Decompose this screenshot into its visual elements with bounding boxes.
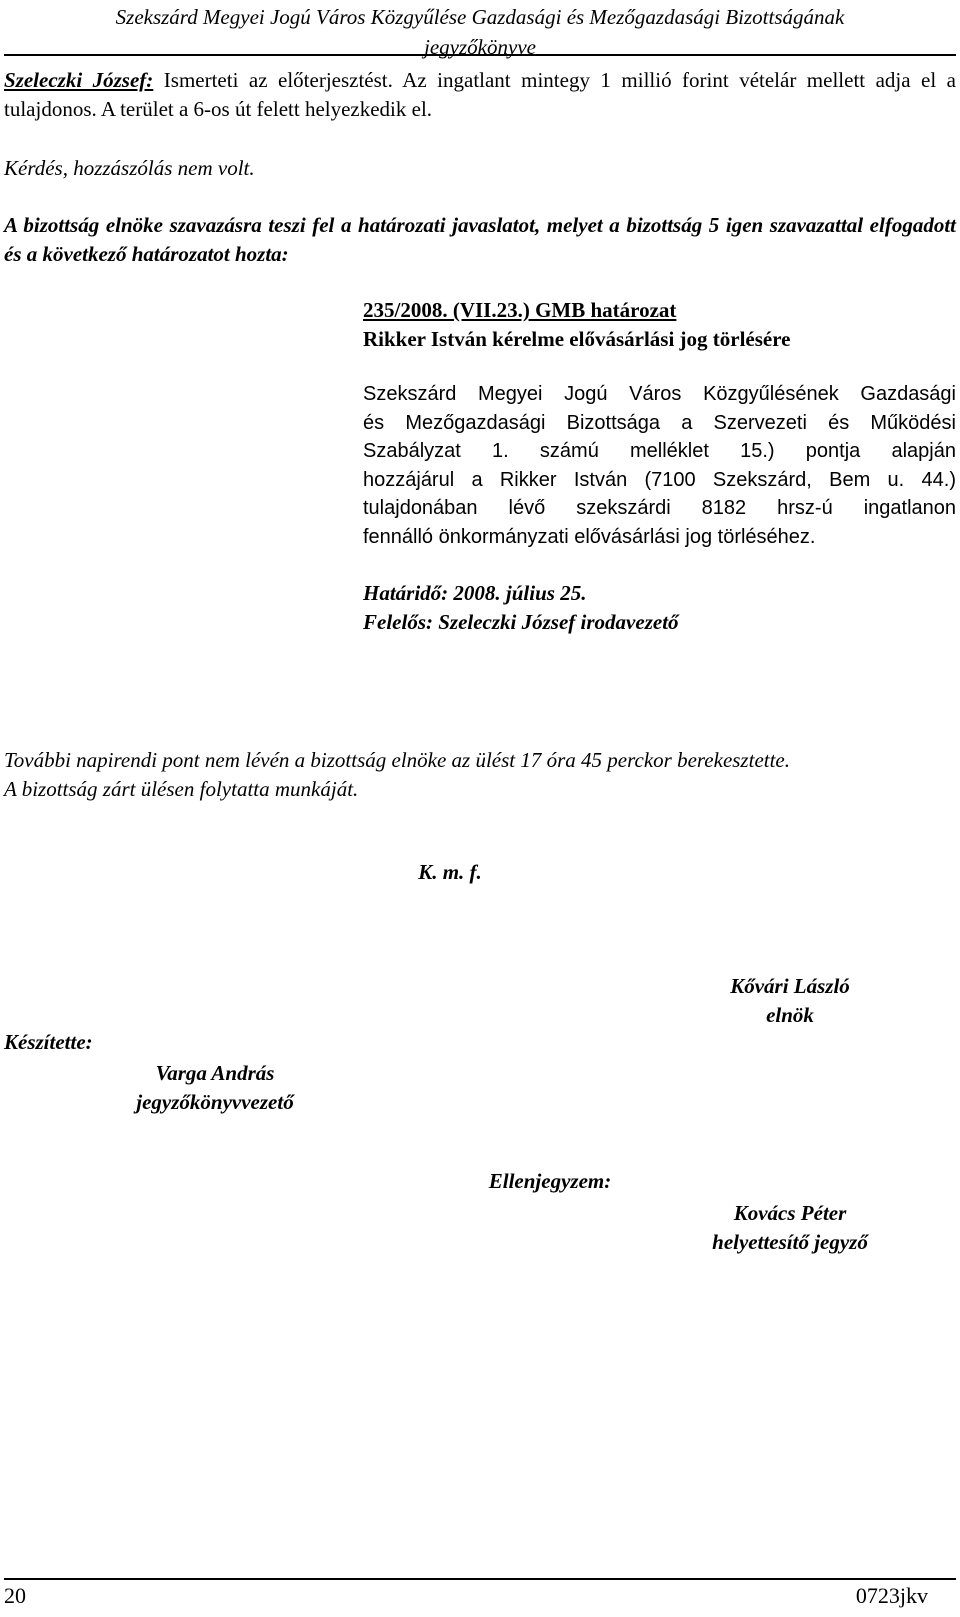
decision-body-line: és Mezőgazdasági Bizottsága a Szervezeti és Működési (363, 411, 956, 434)
decision-responsible: Felelős: Szeleczki József irodavezető (363, 610, 679, 634)
closing-line1: További napirendi pont nem lévén a bizottság elnöke az ülést 17 óra 45 perckor berekesztette. (4, 748, 791, 772)
footer-divider (4, 1578, 956, 1580)
notary-role: helyettesítő jegyző (712, 1230, 868, 1254)
decision-body-line: Szekszárd Megyei Jogú Város Közgyűlésének Gazdasági (363, 383, 956, 405)
recorder-signature (100, 1059, 330, 1117)
recorder-role: jegyzőkönyvvezető (136, 1090, 294, 1114)
intro-text: Ismerteti az előterjesztést. Az ingatlant mintegy 1 millió forint vételár mellett adja el a tulajdonos. A terület a 6-os út felett helyezkedik el. (4, 68, 956, 121)
decision-deadline: Határidő: 2008. július 25. (363, 581, 587, 605)
notary-name: Kovács Péter (733, 1201, 847, 1225)
chair-role: elnök (766, 1003, 814, 1027)
notary-signature (680, 1199, 900, 1257)
chair-signature (680, 972, 900, 1030)
decision-body (363, 380, 956, 552)
recorder-name: Varga András (155, 1061, 275, 1085)
document-title-line1: Szekszárd Megyei Jogú Város Közgyűlése Gazdasági és Mezőgazdasági Bizottságának (115, 5, 845, 29)
document-title-line2: jegyzőkönyve (424, 35, 536, 59)
countersign-label: Ellenjegyzem: (488, 1169, 612, 1193)
vote-paragraph: A bizottság elnöke szavazásra teszi fel a határozati javaslatot, melyet a bizottság 5 igen szavazattal elfogadott és a következő határozatot hozta: (4, 213, 956, 266)
decision-body-line: hozzájárul a Rikker István (7100 Szekszárd, Bem u. 44.) (363, 468, 956, 491)
decision-body-line: Szabályzat 1. számú melléklet 15.) pontja alapján (363, 440, 956, 463)
decision-body-line: fennálló önkormányzati elővásárlási jog törléséhez. (363, 525, 816, 548)
decision-subject: Rikker István kérelme elővásárlási jog törlésére (363, 327, 791, 351)
closing-paragraph (4, 746, 956, 804)
document-title (0, 2, 960, 62)
speaker-name: Szeleczki József: (4, 68, 154, 92)
header-divider (4, 54, 956, 56)
prepared-by-label: Készítette: (4, 1030, 93, 1054)
closing-line2: A bizottság zárt ülésen folytatta munkáját. (4, 777, 359, 801)
chair-name: Kővári László (730, 974, 850, 998)
document-code: 0723jkv (855, 1583, 928, 1608)
decision-body-line: tulajdonában lévő szekszárdi 8182 hrsz-ú ingatlanon (363, 497, 956, 520)
no-questions-note: Kérdés, hozzászólás nem volt. (4, 156, 255, 180)
decision-heading (363, 296, 956, 354)
decision-number: 235/2008. (VII.23.) GMB határozat (363, 298, 677, 322)
page-number: 20 (4, 1583, 26, 1608)
intro-paragraph (4, 66, 956, 124)
kmf-mark: K. m. f. (418, 860, 482, 884)
